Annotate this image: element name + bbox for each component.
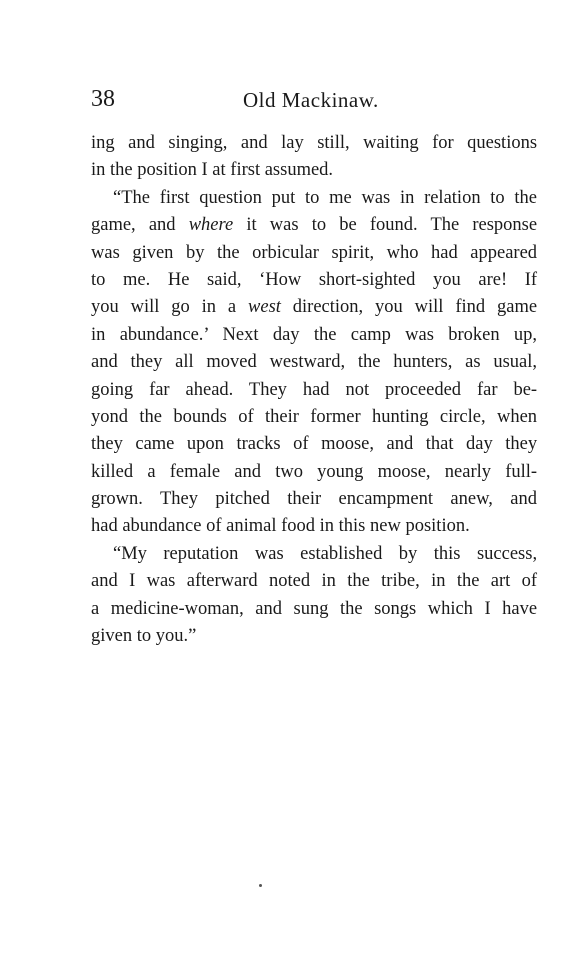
page-number: 38: [91, 86, 115, 112]
text-line: “The first question put to me was in relation to the: [113, 187, 538, 208]
text-line: yond the bounds of their former hunting circle, when: [91, 406, 538, 427]
text-line: given to you.”: [91, 626, 197, 647]
text-line: to me. He said, ‘How short-sighted you are! If: [91, 269, 538, 290]
text-line: in the position I at first assumed.: [91, 160, 334, 181]
text-line: killed a female and two young moose, nearly full-: [91, 461, 538, 482]
text-line: and I was afterward noted in the tribe, in the art of: [91, 571, 538, 592]
text-line: ing and singing, and lay still, waiting for questions: [91, 133, 538, 153]
text-line: going far ahead. They had not proceeded far be-: [91, 379, 538, 400]
text-line: grown. They pitched their encampment anew, and: [91, 489, 537, 510]
text-line: a medicine-woman, and sung the songs which I have: [91, 598, 538, 619]
text-line: you will go in a west direction, you will find game: [91, 297, 538, 318]
text-line: “My reputation was established by this success,: [113, 543, 538, 564]
page-header: [91, 86, 536, 116]
running-title: Old Mackinaw.: [243, 88, 379, 112]
body-text: [91, 130, 537, 650]
text-line: was given by the orbicular spirit, who had appeared: [91, 242, 538, 263]
text-line: they came upon tracks of moose, and that day they: [91, 434, 538, 455]
text-line: game, and where it was to be found. The response: [91, 215, 538, 236]
text-line: and they all moved westward, the hunters, as usual,: [91, 352, 538, 373]
printer-mark: [259, 884, 262, 887]
text-line: in abundance.’ Next day the camp was broken up,: [91, 324, 538, 345]
text-line: had abundance of animal food in this new position.: [91, 516, 470, 537]
